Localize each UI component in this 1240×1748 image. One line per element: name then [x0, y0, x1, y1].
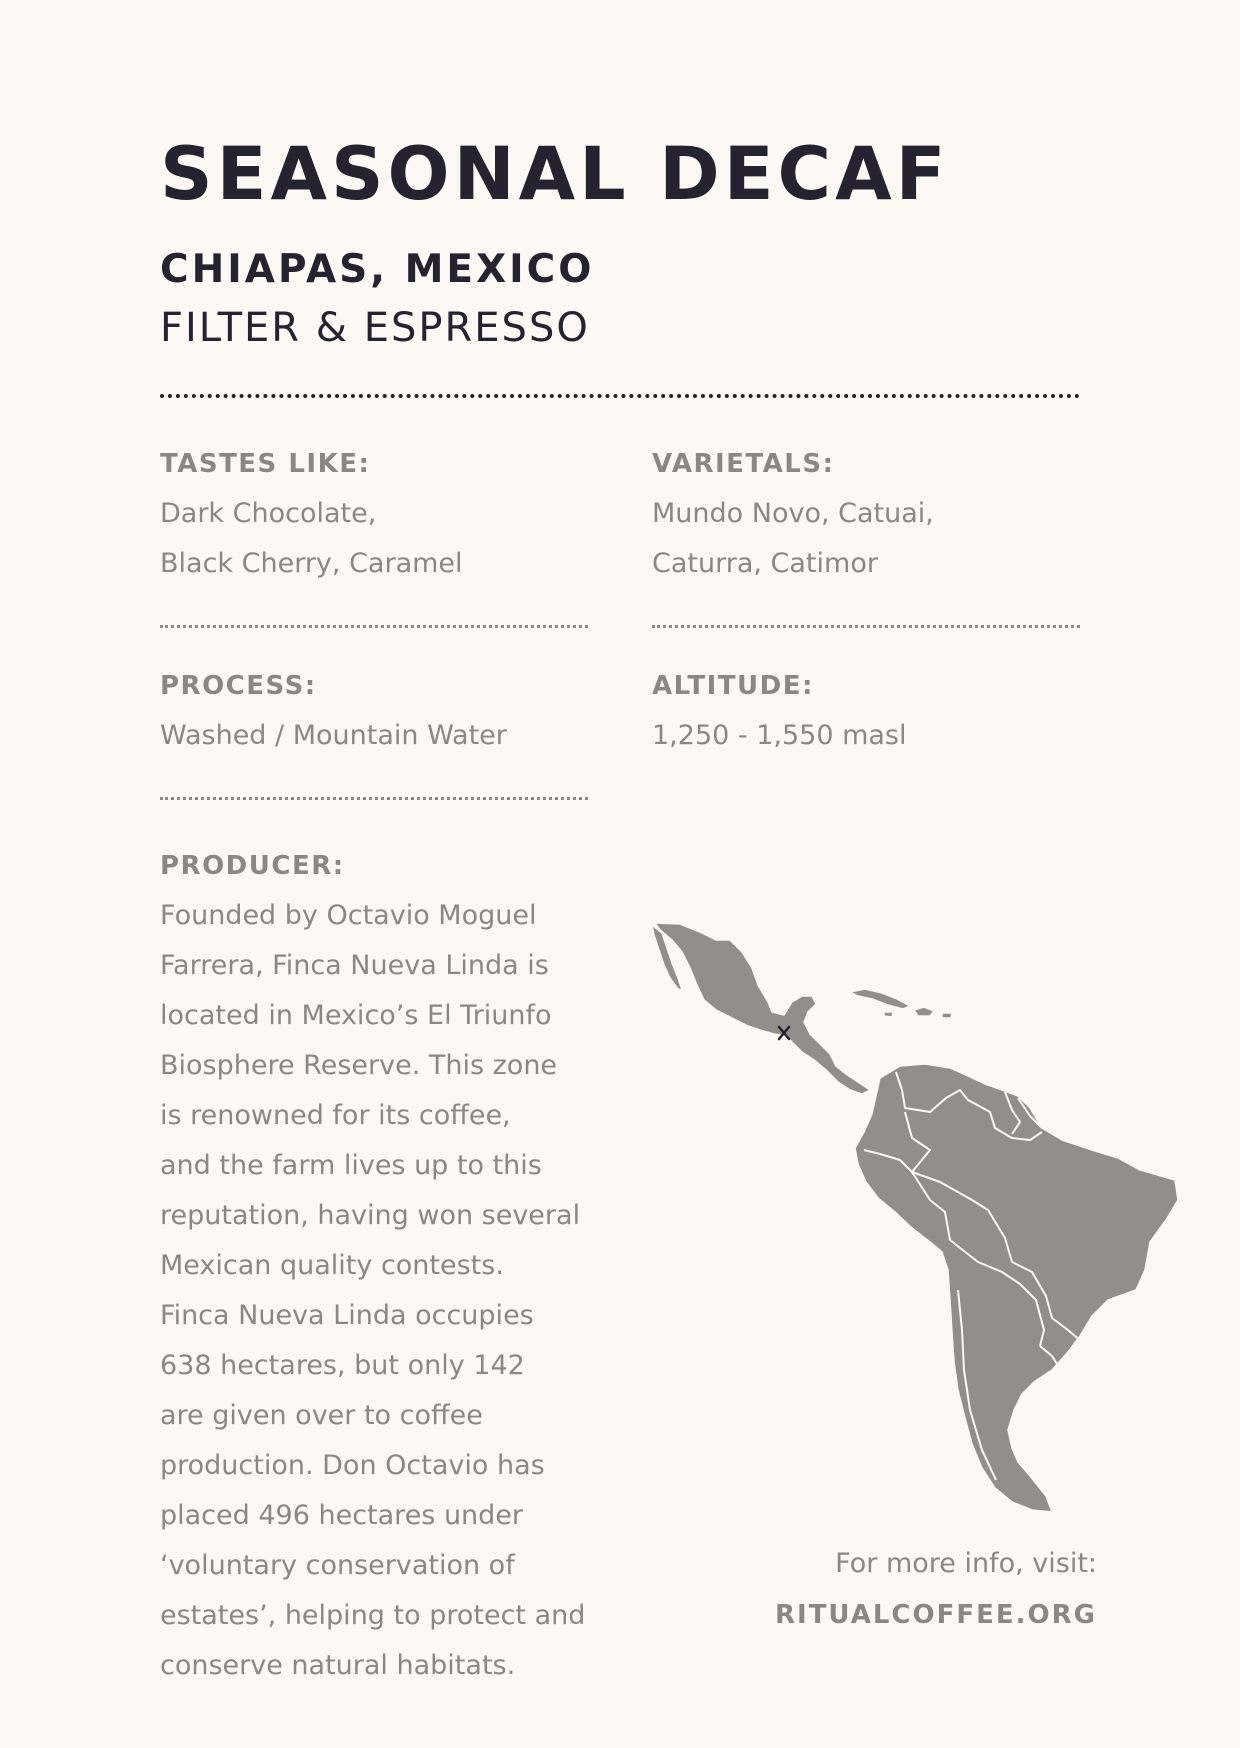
producer-line: estates’, helping to protect and [160, 1600, 586, 1631]
producer-description [160, 891, 585, 1691]
tastes-like-line: Black Cherry, Caramel [160, 548, 463, 579]
tastes-like-label: TASTES LIKE: [160, 449, 371, 479]
website-link[interactable]: RITUALCOFFEE.ORG [775, 1600, 1097, 1630]
producer-line: Founded by Octavio Moguel [160, 900, 537, 931]
south-america-shape [855, 1064, 1178, 1512]
producer-line: and the farm lives up to this [160, 1150, 542, 1181]
varietals-divider [652, 625, 1080, 628]
brew-method: FILTER & ESPRESSO [160, 305, 590, 351]
tastes-divider [160, 625, 588, 628]
producer-line: Farrera, Finca Nueva Linda is [160, 950, 549, 981]
altitude-value [652, 711, 907, 761]
producer-line: Finca Nueva Linda occupies [160, 1300, 534, 1331]
more-info-text: For more info, visit: [835, 1548, 1097, 1579]
altitude-line: 1,250 - 1,550 masl [652, 720, 907, 751]
mexico-central-america-shape [655, 923, 870, 1094]
process-value [160, 711, 507, 761]
producer-line: is renowned for its coffee, [160, 1100, 511, 1131]
producer-line: Mexican quality contests. [160, 1250, 504, 1281]
altitude-label: ALTITUDE: [652, 671, 814, 701]
producer-line: ‘voluntary conservation of [160, 1550, 515, 1581]
producer-line: production. Don Octavio has [160, 1450, 545, 1481]
varietals-line: Caturra, Catimor [652, 548, 878, 579]
origin-heading: CHIAPAS, MEXICO [160, 247, 595, 292]
header-divider [160, 394, 1080, 398]
producer-line: Biosphere Reserve. This zone [160, 1050, 558, 1081]
producer-line: 638 hectares, but only 142 [160, 1350, 525, 1381]
producer-line: located in Mexico’s El Triunfo [160, 1000, 552, 1031]
jamaica-shape [884, 1012, 893, 1017]
map-landmass [652, 923, 1178, 1512]
puerto-rico-shape [942, 1013, 952, 1018]
process-label: PROCESS: [160, 671, 317, 701]
producer-line: placed 496 hectares under [160, 1500, 524, 1531]
tastes-like-value [160, 489, 463, 589]
hispaniola-shape [914, 1007, 934, 1016]
producer-line: reputation, having won several [160, 1200, 581, 1231]
producer-label: PRODUCER: [160, 851, 345, 881]
varietals-label: VARIETALS: [652, 449, 835, 479]
process-line: Washed / Mountain Water [160, 720, 507, 751]
producer-line: conserve natural habitats. [160, 1650, 516, 1681]
latin-america-map [640, 915, 1180, 1515]
varietals-line: Mundo Novo, Catuai, [652, 498, 934, 529]
tastes-like-line: Dark Chocolate, [160, 498, 377, 529]
producer-line: are given over to coffee [160, 1400, 483, 1431]
coffee-title: SEASONAL DECAF [160, 132, 950, 217]
process-divider [160, 797, 588, 800]
cuba-shape [850, 989, 910, 1009]
varietals-value [652, 489, 934, 589]
